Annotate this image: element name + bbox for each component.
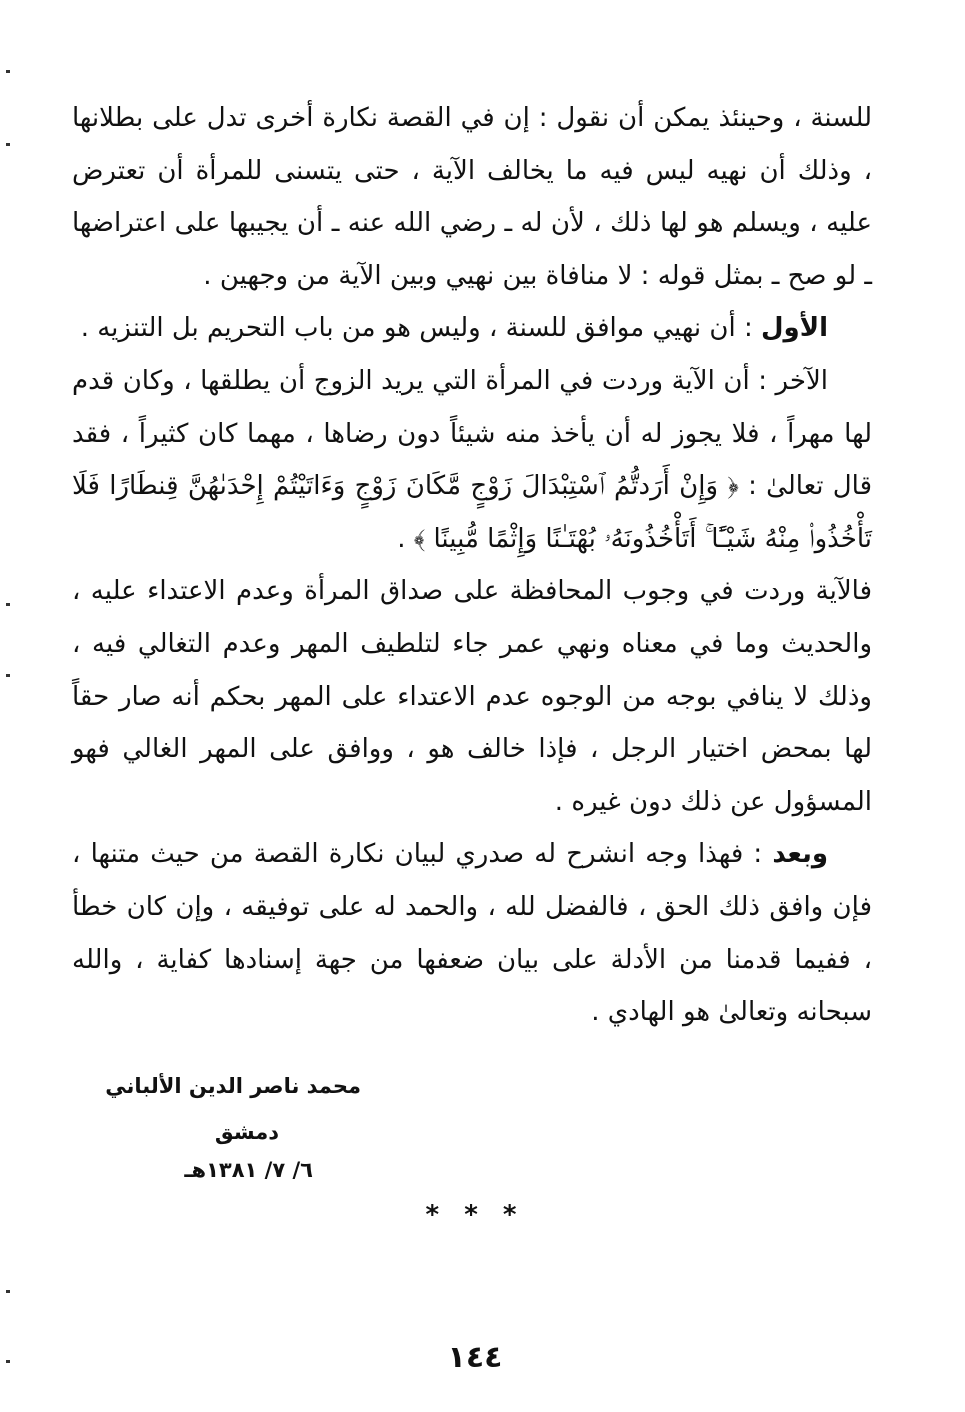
paragraph-3-text: الآخر : أن الآية وردت في المرأة التي يريد الزوج أن يطلقها ، وكان قدم لها مهراً ، فلا يجوز له أن يأخذ منه شيئاً دون رضاها ، مهما كان كثيراً ، فقد قال تعالىٰ :: [72, 365, 873, 502]
section-divider: * * *: [425, 1200, 525, 1230]
paragraph-4-text: فالآية وردت في وجوب المحافظة على صداق المرأة وعدم الاعتداء عليه ، والحديث وما في معناه ونهي عمر جاء لتلطيف المهر وعدم التغالي فيه ، وذلك لا ينافي بوجه من الوجوه عدم الاعتداء على المهر بحكم أنه صار حقاً لها بمحض اختيار الرجل ، فإذا خالف هو ، ووافق على المهر الغالي فهو المسؤول عن ذلك دون غيره .: [72, 576, 872, 817]
margin-mark: [6, 674, 10, 677]
paragraph-5: [72, 828, 872, 1038]
margin-mark: [6, 603, 10, 606]
paragraph-1: [72, 92, 872, 302]
paragraph-5-text: : فهذا وجه انشرح له صدري لبيان نكارة القصة من حيث متنها ، فإن وافق ذلك الحق ، فالفضل لله ، والحمد له على توفيقه ، وإن كان خطأ ، ففيما قدمنا من الأدلة على بيان ضعفها من جهة إسنادها كفاية ، والله سبحانه وتعالىٰ هو الهادي .: [72, 839, 872, 1028]
paragraph-2-lead: الأول: [761, 313, 828, 344]
paragraph-4: [72, 565, 872, 828]
signature-place: دمشق: [214, 1120, 279, 1144]
paragraph-1-text: للسنة ، وحينئذ يمكن أن نقول : إن في القصة نكارة أخرى تدل على بطلانها ، وذلك أن نهيه ليس فيه ما يخالف الآية ، حتى يتسنى للمرأة أن تعترض عليه ، ويسلم هو لها ذلك ، لأن له ـ رضي الله عنه ـ أن يجيبها على اعتراضها ـ لو صح ـ بمثل قوله : لا منافاة بين نهيي وبين الآية من وجهين .: [72, 103, 872, 291]
paragraph-5-lead: وبعد: [772, 839, 828, 870]
paragraph-2-text: : أن نهيي موافق للسنة ، وليس هو من باب التحريم بل التنزيه .: [80, 313, 761, 344]
signature-name: محمد ناصر الدين الألباني: [105, 1074, 361, 1098]
margin-mark: [6, 1360, 10, 1363]
body-text: [72, 92, 872, 1039]
margin-mark: [6, 70, 10, 73]
margin-mark: [6, 143, 10, 146]
paragraph-2: [72, 302, 872, 355]
paragraph-3: [72, 355, 872, 565]
paragraph-3-after: .: [397, 523, 414, 554]
signature-date: ٦/ ٧/ ١٣٨١هـ: [184, 1158, 313, 1182]
margin-mark: [6, 1290, 10, 1293]
page-number: ١٤٤: [447, 1340, 503, 1375]
quran-verse: ﴿ وَإِنْ أَرَدتُّمُ ٱسْتِبْدَالَ زَوْجٍ مَّكَانَ زَوْجٍ وَءَاتَيْتُمْ إِحْدَىٰهُنَّ قِنطَارًا فَلَا تَأْخُذُوا۟ مِنْهُ شَيْـًٔا ۚ أَتَأْخُذُونَهُۥ بُهْتَـٰنًا وَإِثْمًا مُّبِينًا ﴾: [72, 471, 872, 554]
